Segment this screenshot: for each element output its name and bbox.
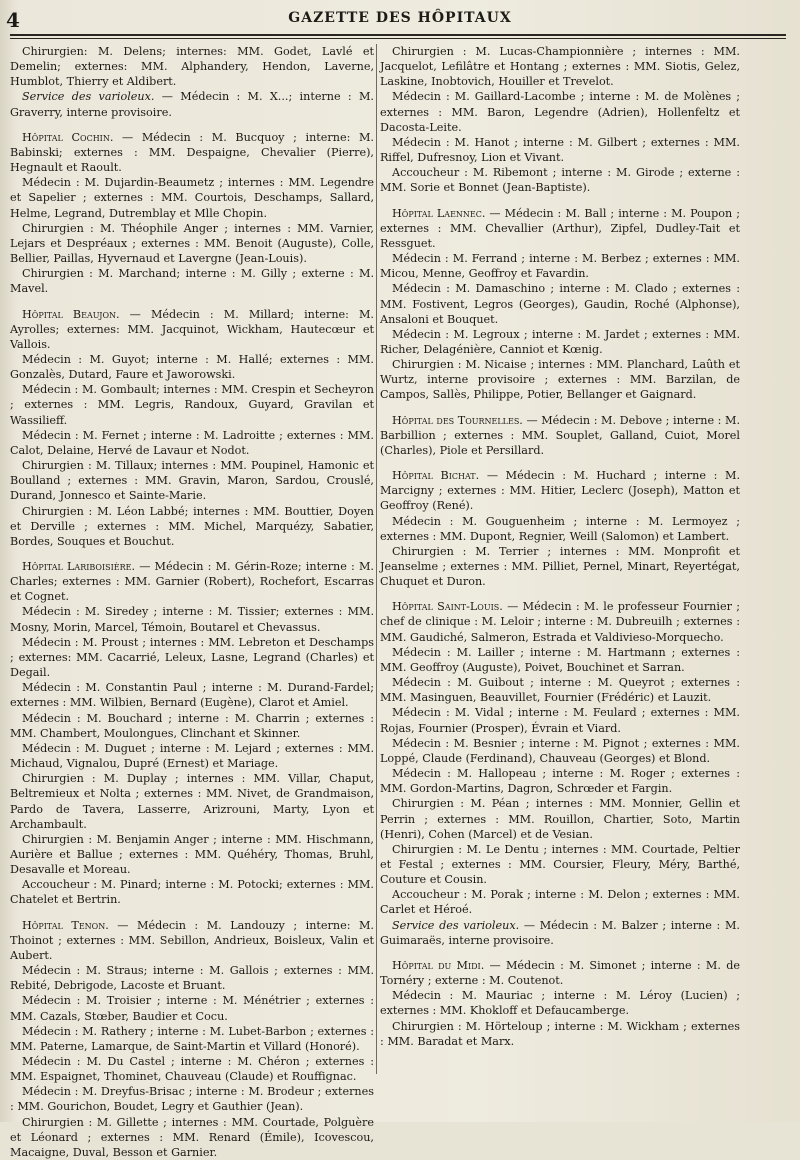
paragraph <box>10 428 374 458</box>
paragraph <box>380 599 740 644</box>
paragraph-text: Médecin : M. Guibout ; interne : M. Queyrot ; externes : MM. Masinguen, Beauvillet, Fournier (Frédéric) et Lauzit. <box>380 676 740 705</box>
paragraph-text: — Médecin : M. Gérin-Roze; interne : M. Charles; externes : MM. Garnier (Robert), Rochefort, Escarras et Cognet. <box>10 560 374 604</box>
paragraph <box>380 281 740 326</box>
paragraph-text: Accoucheur : M. Porak ; interne : M. Delon ; externes : MM. Carlet et Héroé. <box>380 888 740 917</box>
paragraph-text: — Médecin : M. Balzer ; interne : M. Guimaraës, interne provisoire. <box>380 918 740 947</box>
paragraph <box>10 741 374 771</box>
paragraph-text: — Médecin : M. Debove ; interne : M. Barbillion ; externes : MM. Souplet, Galland, Cuiot, Morel (Charles), Piole et Persillard. <box>380 413 740 457</box>
paragraph-text: Chirurgien : M. Le Dentu ; internes : MM. Courtade, Peltier et Festal ; externes : MM. Coursier, Fleury, Méry, Barthé, Couture et Cousin. <box>380 842 740 887</box>
paragraph-text: Médecin : M. Fernet ; interne : M. Ladroitte ; externes : MM. Calot, Delaine, Hervé de Lavaur et Nodot. <box>10 428 374 457</box>
paragraph <box>380 544 740 589</box>
paragraph <box>380 675 740 705</box>
paragraph-text: Médecin : M. Constantin Paul ; interne : M. Durand-Fardel; externes : MM. Wilbien, Bernard (Eugène), Clarot et Amiel. <box>10 681 374 710</box>
paragraph <box>380 44 740 89</box>
paragraph-text: — Médecin : M. Landouzy ; interne: M. Thoinot ; externes : MM. Sebillon, Andrieux, Boisleux, Valin et Aubert. <box>10 918 374 962</box>
paragraph <box>10 771 374 832</box>
hospital-heading: Hôpital Beaujon. <box>22 307 120 321</box>
paragraph <box>380 251 740 281</box>
paragraph <box>380 988 740 1018</box>
service-heading: Service des varioleux. <box>22 90 155 104</box>
paragraph-text: Médecin : M. Dreyfus-Brisac ; interne : M. Brodeur ; externes : MM. Gourichon, Boudet, Legry et Gauthier (Jean). <box>10 1085 374 1114</box>
hospital-heading: Hôpital Saint-Louis. <box>392 600 503 614</box>
paragraph <box>10 352 374 382</box>
paragraph <box>380 918 740 948</box>
paragraph <box>10 458 374 503</box>
paragraph-text: Médecin : M. Duguet ; interne : M. Lejard ; externes : MM. Michaud, Vignalou, Dupré (Ernest) et Mariage. <box>10 741 374 771</box>
paragraph <box>380 514 740 544</box>
paragraph <box>10 307 374 352</box>
paragraph-text: — Médecin : M. X...; interne : M. Graverry, interne provisoire. <box>10 90 374 119</box>
paragraph-text: Médecin : M. Ferrand ; interne : M. Berbez ; externes : MM. Micou, Menne, Geoffroy et Favardin. <box>380 252 740 281</box>
paragraph <box>380 645 740 675</box>
hospital-heading: Hôpital Tenon. <box>22 918 109 932</box>
paragraph-text: Accoucheur : M. Ribemont ; interne : M. Girode ; externe : MM. Sorie et Bonnet (Jean-Baptiste). <box>380 166 740 195</box>
left-column <box>10 44 374 1160</box>
paragraph <box>380 766 740 796</box>
paragraph-text: Médecin : M. Straus; interne : M. Gallois ; externes : MM. Rebité, Debrigode, Lacoste et Bruant. <box>10 964 374 993</box>
paragraph <box>380 887 740 917</box>
paragraph <box>380 327 740 357</box>
paragraph <box>10 832 374 877</box>
paragraph <box>10 1054 374 1084</box>
paragraph-text: Chirurgien: M. Delens; internes: MM. Godet, Lavlé et Demelin; externes: MM. Alphandery, Hendon, Laverne, Humblot, Thierry et Aldibert. <box>10 45 374 89</box>
paragraph-text: Médecin : M. Rathery ; interne : M. Lubet-Barbon ; externes : MM. Paterne, Lamarque, de Saint-Martin et Villard (Honoré). <box>10 1024 374 1053</box>
page-number: 4 <box>6 8 20 32</box>
paragraph-text: Chirurgien : M. Hörteloup ; interne : M. Wickham ; externes : MM. Baradat et Marx. <box>380 1019 740 1048</box>
paragraph <box>380 135 740 165</box>
paragraph <box>380 705 740 735</box>
paragraph-text: Chirurgien : M. Péan ; internes : MM. Monnier, Gellin et Perrin ; externes : MM. Rouillon, Chartier, Soto, Martin (Henri), Cohen (Marcel) et de Vesian. <box>380 797 740 841</box>
hospital-heading: Hôpital Laennec. <box>392 206 486 220</box>
paragraph <box>10 504 374 549</box>
paragraph <box>10 175 374 220</box>
paragraph <box>10 266 374 296</box>
paragraph-text: Médecin : M. Besnier ; interne : M. Pignot ; externes : MM. Loppé, Claude (Ferdinand), Chauveau (Georges) et Blond. <box>380 736 740 765</box>
paragraph <box>380 89 740 134</box>
hospital-heading: Hôpital des Tournelles. <box>392 413 523 427</box>
paragraph <box>10 877 374 907</box>
paragraph-text: Médecin : M. Lailler ; interne : M. Hartmann ; externes : MM. Geoffroy (Auguste), Poivet, Bouchinet et Sarran. <box>380 645 740 674</box>
paragraph-text: Médecin : M. Hanot ; interne : M. Gilbert ; externes : MM. Riffel, Dufresnoy, Lion et Vivant. <box>380 135 740 165</box>
paragraph <box>380 165 740 195</box>
paragraph-text: — Médecin : M. le professeur Fournier ; chef de clinique : M. Leloir ; interne : M. Dubreuilh ; externes : MM. Gaudiché, Salmeron, Estrada et Valdivieso-Morquecho. <box>380 600 740 644</box>
paragraph-text: Médecin : M. Bouchard ; interne : M. Charrin ; externes : MM. Chambert, Moulongues, Clinchant et Skinner. <box>10 711 374 740</box>
paragraph-text: Chirurgien : M. Benjamin Anger ; interne : MM. Hischmann, Aurière et Ballue ; externes : MM. Quéhéry, Thomas, Bruhl, Desavalle et Moreau. <box>10 832 374 877</box>
header-rule-thin <box>10 38 786 39</box>
paragraph-text: Chirurgien : M. Terrier ; internes : MM. Monprofit et Jeanselme ; externes : MM. Pilliet, Pernel, Minart, Reyertégat, Chuquet et Duron. <box>380 544 740 589</box>
paragraph <box>10 635 374 680</box>
paragraph-text: Médecin : M. Mauriac ; interne : M. Léroy (Lucien) ; externes : MM. Khokloff et Defaucamberge. <box>380 989 740 1018</box>
paragraph <box>380 842 740 887</box>
paragraph <box>10 1024 374 1054</box>
paragraph-text: Médecin : M. Legroux ; interne : M. Jardet ; externes : MM. Richer, Delagénière, Canniot et Kœnig. <box>380 327 740 356</box>
paragraph-text: Médecin : M. Gouguenheim ; interne : M. Lermoyez ; externes : MM. Dupont, Regnier, Weill (Salomon) et Lambert. <box>380 514 740 543</box>
paragraph <box>10 1084 374 1114</box>
paragraph <box>10 382 374 427</box>
paragraph-text: — Médecin : M. Bucquoy ; interne: M. Babinski; externes : MM. Despaigne, Chevalier (Pierre), Hegnault et Raoult. <box>10 130 374 175</box>
paragraph-text: — Médecin : M. Millard; interne: M. Ayrolles; externes: MM. Jacquinot, Wickham, Hautecœur et Vallois. <box>10 307 374 351</box>
paragraph-text: — Médecin : M. Simonet ; interne : M. de Tornéry ; externe : M. Coutenot. <box>380 958 740 988</box>
paragraph-text: — Médecin : M. Ball ; interne : M. Poupon ; externes : MM. Chevallier (Arthur), Zipfel, Dudley-Tait et Ressguet. <box>380 206 740 250</box>
column-divider <box>376 44 377 1074</box>
header-rule <box>10 34 786 36</box>
paragraph <box>10 221 374 266</box>
paragraph-text: Chirurgien : M. Marchand; interne : M. Gilly ; externe : M. Mavel. <box>10 267 374 296</box>
paragraph-text: Chirurgien : M. Nicaise ; internes : MM. Planchard, Laûth et Wurtz, interne provisoire ; externes : MM. Barzilan, de Campos, Sallès, Philippe, Potier, Bellanger et Gaignard. <box>380 358 740 402</box>
paragraph <box>10 963 374 993</box>
paragraph-text: Médecin : M. Damaschino ; interne : M. Clado ; externes : MM. Fostivent, Legros (Georges), Gaudin, Roché (Alphonse), Ansaloni et Bouquet. <box>380 282 740 326</box>
paragraph-text: Chirurgien : M. Tillaux; internes : MM. Poupinel, Hamonic et Boulland ; externes : MM. Gravin, Maron, Sardou, Crouslé, Durand, Jonnesco et Sainte-Marie. <box>10 459 374 503</box>
paragraph <box>380 357 740 402</box>
service-heading: Service des varioleux. <box>392 918 520 932</box>
paragraph <box>380 796 740 841</box>
paragraph-text: Médecin : M. Du Castel ; interne : M. Chéron ; externes : MM. Espaignet, Thominet, Chauveau (Claude) et Rouffignac. <box>10 1055 374 1084</box>
paragraph <box>10 918 374 963</box>
running-title: GAZETTE DES HÔPITAUX <box>288 10 512 26</box>
paragraph-text: Chirurgien : M. Duplay ; internes : MM. Villar, Chaput, Beltremieux et Nolta ; externes : MM. Nivet, de Grandmaison, Pardo de Tavera, Lasserre, Arizrouni, Marty, Lyon et Archambault. <box>10 772 374 831</box>
hospital-heading: Hôpital Lariboisière. <box>22 560 136 573</box>
paragraph-text: Médecin : M. Troisier ; interne : M. Ménétrier ; externes : MM. Cazals, Stœber, Baudier et Cocu. <box>10 994 374 1023</box>
paragraph <box>10 1115 374 1160</box>
paragraph <box>10 680 374 710</box>
paragraph <box>10 711 374 741</box>
paragraph-text: Médecin : M. Vidal ; interne : M. Feulard ; externes : MM. Rojas, Fournier (Prosper), Évrain et Viard. <box>380 706 740 735</box>
paragraph <box>380 206 740 251</box>
paragraph-text: Chirurgien : M. Lucas-Championnière ; internes : MM. Jacquelot, Lefilâtre et Hontang ; externes : MM. Siotis, Gelez, Laskine, Inobtovich, Houiller et Trevelot. <box>380 45 740 89</box>
paragraph <box>10 559 374 604</box>
paragraph <box>380 468 740 513</box>
paragraph <box>10 89 374 119</box>
paragraph <box>10 44 374 89</box>
paragraph-text: Médecin : M. Guyot; interne : M. Hallé; externes : MM. Gonzalès, Dutard, Faure et Jaworowski. <box>10 352 374 382</box>
hospital-heading: Hôpital Bichat. <box>392 469 480 483</box>
paragraph-text: Accoucheur : M. Pinard; interne : M. Potocki; externes : MM. Chatelet et Bertrin. <box>10 878 374 907</box>
paragraph-text: Médecin : M. Hallopeau ; interne : M. Roger ; externes : MM. Gordon-Martins, Dagron, Schrœder et Fargin. <box>380 767 740 796</box>
paragraph <box>380 958 740 988</box>
paragraph <box>10 993 374 1023</box>
paragraph-text: Chirurgien : M. Léon Labbé; internes : MM. Bouttier, Doyen et Derville ; externes : MM. Michel, Marquézy, Sabatier, Bordes, Souques et Bouchut. <box>10 504 374 548</box>
paragraph <box>380 1019 740 1049</box>
paragraph <box>380 413 740 458</box>
paragraph-text: Médecin : M. Gombault; internes : MM. Crespin et Secheyron ; externes : MM. Legris, Randoux, Guyard, Gravilan et Wassilieff. <box>10 383 374 427</box>
paragraph <box>380 736 740 766</box>
paragraph <box>10 130 374 175</box>
paragraph <box>10 604 374 634</box>
paragraph-text: Médecin : M. Dujardin-Beaumetz ; internes : MM. Legendre et Sapelier ; externes : MM. Courtois, Deschamps, Sallard, Helme, Legrand, Dutremblay et Mlle Chopin. <box>10 176 374 220</box>
paragraph-text: Médecin : M. Siredey ; interne : M. Tissier; externes : MM. Mosny, Morin, Marcel, Témoin, Boutarel et Chevassus. <box>10 605 374 634</box>
paragraph-text: Médecin : M. Proust ; internes : MM. Lebreton et Deschamps ; externes: MM. Cacarrié, Leleux, Lasne, Legrand (Charles) et Degail. <box>10 635 374 680</box>
paragraph-text: Médecin : M. Gaillard-Lacombe ; interne : M. de Molènes ; externes : MM. Baron, Legendre (Adrien), Hollenfeltz et Dacosta-Leite. <box>380 90 740 134</box>
hospital-heading: Hôpital Cochin. <box>22 130 114 144</box>
hospital-heading: Hôpital du Midi. <box>392 958 485 972</box>
paragraph-text: — Médecin : M. Huchard ; interne : M. Marcigny ; externes : MM. Hitier, Leclerc (Joseph), Matton et Geoffroy (René). <box>380 469 740 513</box>
paragraph-text: Chirurgien : M. Gillette ; internes : MM. Courtade, Polguère et Léonard ; externes : MM. Renard (Émile), Icovescou, Macaigne, Duval, Besson et Garnier. <box>10 1115 374 1159</box>
right-column <box>380 44 740 1049</box>
paragraph-text: Chirurgien : M. Théophile Anger ; internes : MM. Varnier, Lejars et Despréaux ; externes : MM. Benoit (Auguste), Colle, Bellier, Paillas, Hyvernaud et Lavergne (Jean-Louis). <box>10 221 374 266</box>
